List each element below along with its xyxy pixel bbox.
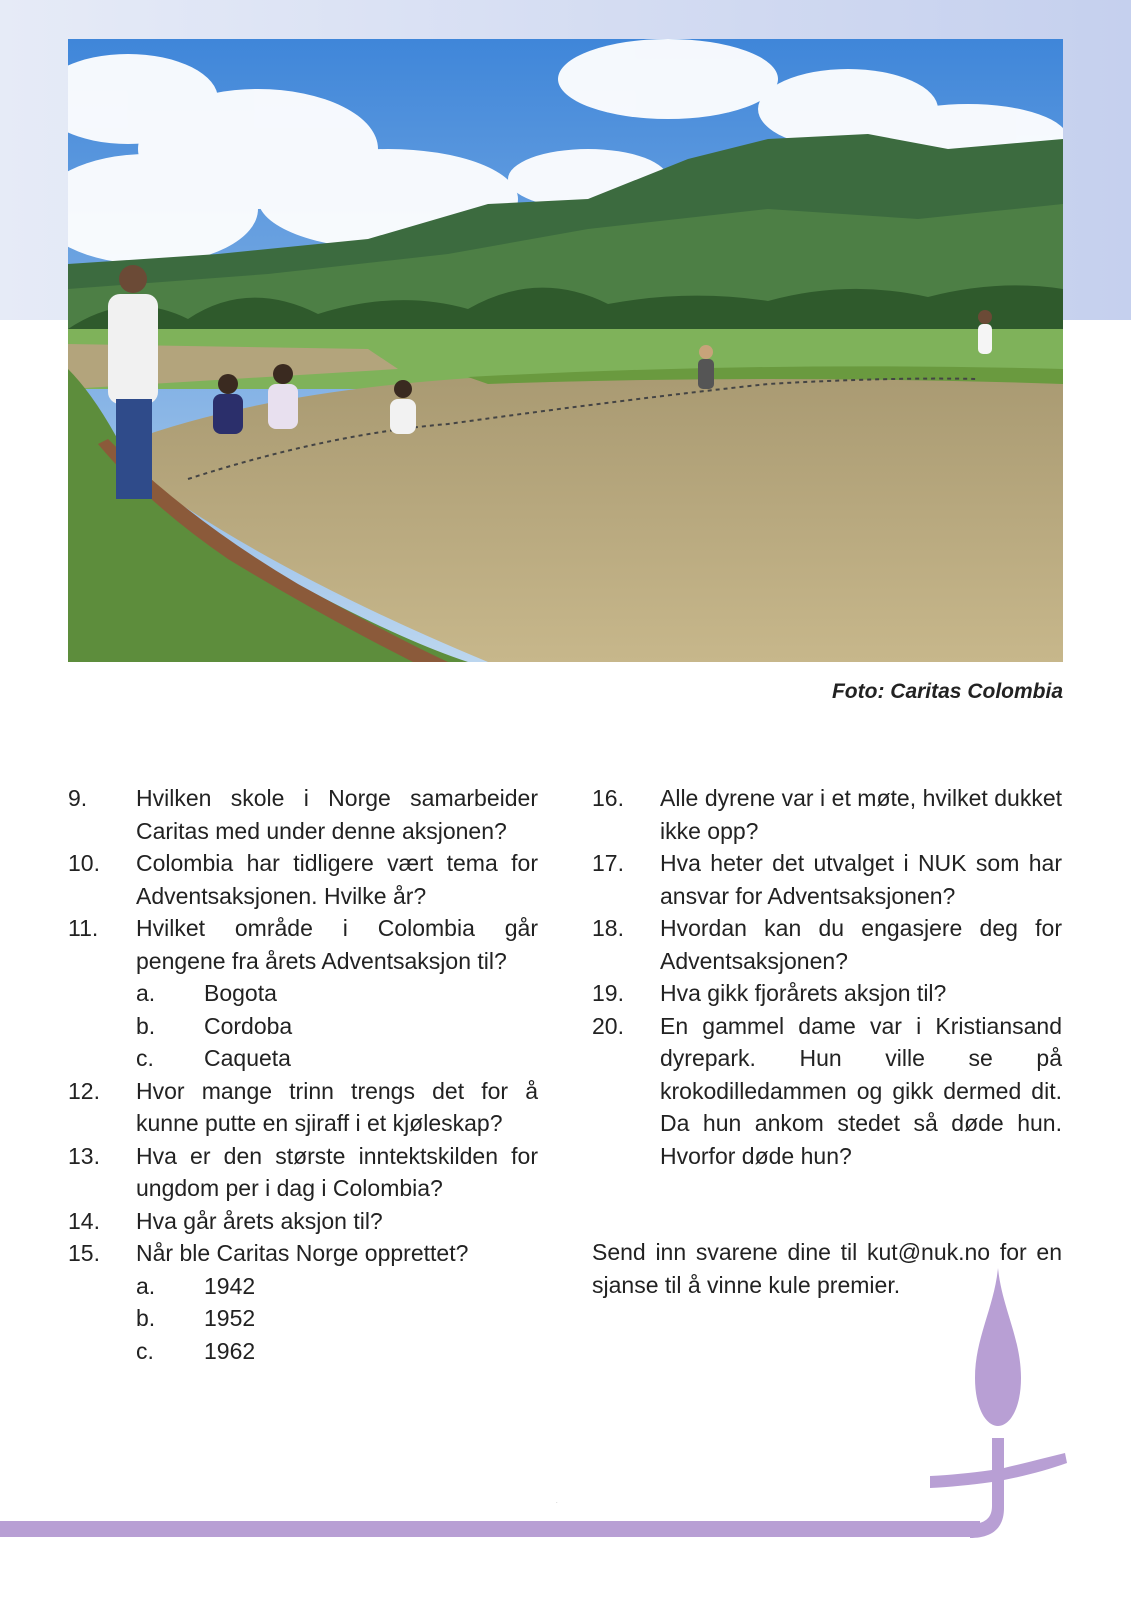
questions-left-column <box>68 782 538 1367</box>
option-text: Cordoba <box>204 1012 293 1039</box>
question-19 <box>592 977 1062 1010</box>
page-dot: . <box>556 1499 558 1505</box>
question-9 <box>68 782 538 847</box>
question-number: 14. <box>68 1207 100 1234</box>
option-letter: b. <box>136 1012 156 1039</box>
photo-illustration <box>68 39 1063 662</box>
question-17 <box>592 847 1062 912</box>
fish-pond-photo <box>68 39 1063 662</box>
question-number: 17. <box>592 850 624 876</box>
option-b <box>68 1302 538 1335</box>
option-a <box>68 977 538 1010</box>
question-text: Hvilken skole i Norge samarbeider Caritas med under denne aksjonen? <box>136 785 538 844</box>
option-b <box>68 1010 538 1043</box>
question-number: 19. <box>592 980 624 1006</box>
option-a <box>68 1270 538 1303</box>
candle-logo-icon <box>930 1268 1070 1540</box>
question-number: 10. <box>68 850 100 876</box>
question-11 <box>68 912 538 977</box>
option-c <box>68 1335 538 1368</box>
question-number: 13. <box>68 1142 100 1169</box>
option-letter: c. <box>136 1337 154 1364</box>
question-text: Colombia har tidligere vært tema for Adventsaksjonen. Hvilke år? <box>136 850 538 909</box>
question-number: 18. <box>592 915 624 941</box>
option-text: 1962 <box>204 1337 256 1364</box>
option-text: 1952 <box>204 1305 256 1331</box>
question-20 <box>592 1010 1062 1173</box>
option-text: Bogota <box>204 980 277 1006</box>
questions-right-column <box>592 782 1062 1301</box>
option-text: 1942 <box>204 1272 256 1299</box>
question-13 <box>68 1140 538 1205</box>
photo-caption: Foto: Caritas Colombia <box>831 680 1063 703</box>
question-text: Hvilket område i Colombia går pengene fra årets Adventsaksjon til? <box>136 915 538 974</box>
submission-instructions: Send inn svarene dine til kut@nuk.no for en sjanse til å vinne kule premier. <box>592 1239 1062 1298</box>
question-12 <box>68 1075 538 1140</box>
question-18 <box>592 912 1062 977</box>
question-14 <box>68 1205 538 1238</box>
option-letter: b. <box>136 1305 156 1331</box>
bottom-decorative-line <box>0 1521 980 1537</box>
question-text: Når ble Caritas Norge opprettet? <box>136 1240 469 1266</box>
option-letter: c. <box>136 1045 154 1071</box>
option-text: Caqueta <box>204 1045 291 1071</box>
question-number: 9. <box>68 785 88 811</box>
question-text: Hvor mange trinn trengs det for å kunne putte en sjiraff i et kjøleskap? <box>136 1077 538 1136</box>
question-text: Hva heter det utvalget i NUK som har ansvar for Adventsaksjonen? <box>660 850 1062 909</box>
question-16 <box>592 782 1062 847</box>
question-text: En gammel dame var i Kristiansand dyrepark. Hun ville se på krokodilledammen og gikk dermed dit. Da hun ankom stedet så døde hun. Hvorfor døde hun? <box>660 1012 1062 1169</box>
question-text: Hvordan kan du engasjere deg for Adventsaksjonen? <box>660 915 1062 974</box>
question-number: 16. <box>592 785 624 811</box>
option-letter: a. <box>136 980 156 1006</box>
question-text: Hva gikk fjorårets aksjon til? <box>660 980 947 1006</box>
question-number: 15. <box>68 1240 100 1266</box>
question-text: Alle dyrene var i et møte, hvilket dukket ikke opp? <box>660 785 1062 844</box>
question-number: 12. <box>68 1077 100 1104</box>
question-10 <box>68 847 538 912</box>
option-c <box>68 1042 538 1075</box>
question-number: 20. <box>592 1012 624 1039</box>
question-text: Hva er den største inntektskilden for ungdom per i dag i Colombia? <box>136 1142 538 1201</box>
question-15 <box>68 1237 538 1270</box>
option-letter: a. <box>136 1272 156 1299</box>
question-text: Hva går årets aksjon til? <box>136 1207 383 1234</box>
question-number: 11. <box>68 915 99 941</box>
